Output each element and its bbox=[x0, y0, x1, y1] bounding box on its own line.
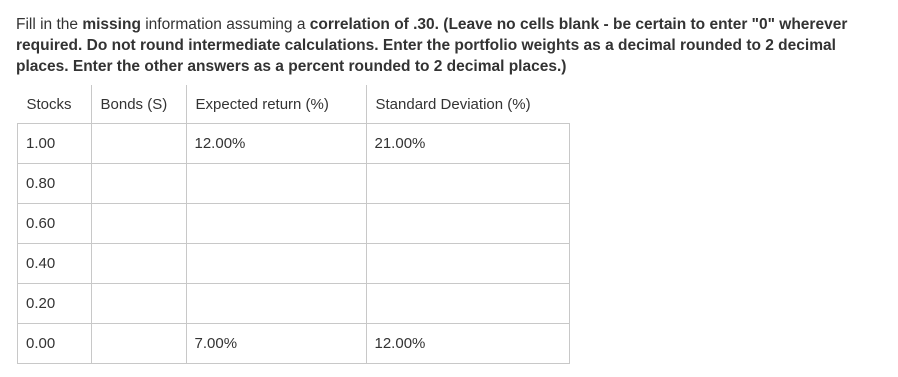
standard-deviation-input[interactable] bbox=[366, 164, 570, 204]
bonds-weight-input[interactable] bbox=[91, 324, 186, 364]
expected-return-input[interactable] bbox=[186, 204, 366, 244]
standard-deviation-cell: 21.00% bbox=[366, 124, 570, 164]
question-instructions bbox=[16, 14, 886, 77]
header-expected-return: Expected return (%) bbox=[186, 85, 366, 124]
stocks-weight-cell: 0.80 bbox=[18, 164, 92, 204]
table-row bbox=[18, 324, 570, 364]
header-standard-deviation: Standard Deviation (%) bbox=[366, 85, 570, 124]
bonds-weight-input[interactable] bbox=[91, 124, 186, 164]
instructions-bold-1: missing bbox=[82, 16, 141, 33]
instructions-bold-2: correlation of .30. (Leave no cells blank - be certain to enter "0" wherever required. Do not round intermediate calculations. Enter the portfolio weights as a decimal rounded to 2 decimal places. Enter the other answers as a percent rounded to 2 decimal places.) bbox=[16, 16, 848, 75]
bonds-weight-input[interactable] bbox=[91, 284, 186, 324]
stocks-weight-cell: 1.00 bbox=[18, 124, 92, 164]
stocks-weight-cell: 0.20 bbox=[18, 284, 92, 324]
bonds-weight-input[interactable] bbox=[91, 204, 186, 244]
bonds-weight-input[interactable] bbox=[91, 244, 186, 284]
table-row bbox=[18, 204, 570, 244]
standard-deviation-input[interactable] bbox=[366, 244, 570, 284]
header-bonds: Bonds (S) bbox=[91, 85, 186, 124]
expected-return-cell: 7.00% bbox=[186, 324, 366, 364]
table-row bbox=[18, 124, 570, 164]
stocks-weight-cell: 0.60 bbox=[18, 204, 92, 244]
expected-return-input[interactable] bbox=[186, 284, 366, 324]
standard-deviation-cell: 12.00% bbox=[366, 324, 570, 364]
stocks-weight-cell: 0.40 bbox=[18, 244, 92, 284]
table-header-row bbox=[18, 85, 570, 124]
stocks-weight-cell: 0.00 bbox=[18, 324, 92, 364]
header-stocks: Stocks bbox=[18, 85, 92, 124]
expected-return-input[interactable] bbox=[186, 244, 366, 284]
standard-deviation-input[interactable] bbox=[366, 204, 570, 244]
expected-return-input[interactable] bbox=[186, 164, 366, 204]
portfolio-table bbox=[17, 85, 570, 364]
table-row bbox=[18, 164, 570, 204]
table-row bbox=[18, 284, 570, 324]
bonds-weight-input[interactable] bbox=[91, 164, 186, 204]
expected-return-cell: 12.00% bbox=[186, 124, 366, 164]
standard-deviation-input[interactable] bbox=[366, 284, 570, 324]
instructions-text-2: information assuming a bbox=[140, 16, 310, 33]
instructions-text-1: Fill in the bbox=[16, 16, 83, 33]
table-row bbox=[18, 244, 570, 284]
